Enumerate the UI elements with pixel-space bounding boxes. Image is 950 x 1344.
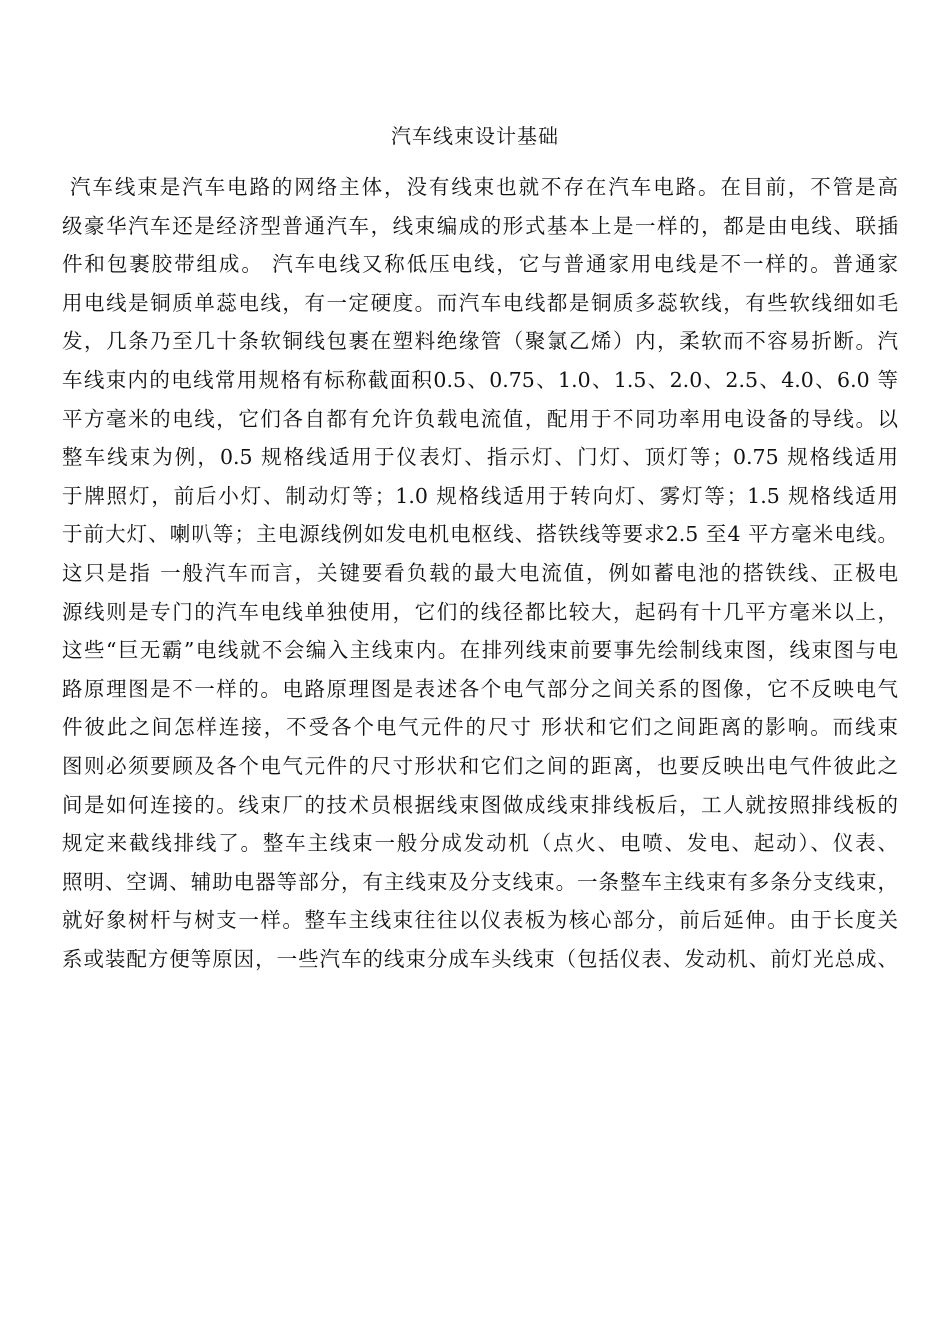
body-line: 汽车线束是汽车电路的网络主体，没有线束也就不存在汽车电路。在目前，不管是高: [70, 175, 898, 199]
body-line: 级豪华汽车还是经济型普通汽车，线束编成的形式基本上是一样的，都是由电线、联插: [62, 213, 898, 238]
body-line: 图则必须要顾及各个电气元件的尺寸形状和它们之间的距离，也要反映出电气件彼此之: [62, 753, 898, 778]
body-line: 路原理图是不一样的。电路原理图是表述各个电气部分之间关系的图像，它不反映电气: [62, 676, 898, 701]
body-line: 这些“巨无霸”电线就不会编入主线束内。在排列线束前要事先绘制线束图，线束图与电: [62, 638, 898, 663]
body-line: 车线束内的电线常用规格有标称截面积0.5、0.75、1.0、1.5、2.0、2.5、4.0、6.0 等: [62, 367, 898, 392]
body-line: 于前大灯、喇叭等；主电源线例如发电机电枢线、搭铁线等要求2.5 至4 平方毫米电线。: [62, 522, 898, 547]
body-line: 间是如何连接的。线束厂的技术员根据线束图做成线束排线板后，工人就按照排线板的: [62, 792, 898, 817]
body-line: 发，几条乃至几十条软铜线包裹在塑料绝缘管（聚氯乙烯）内，柔软而不容易折断。汽: [62, 329, 898, 354]
body-line: 平方毫米的电线，它们各自都有允许负载电流值，配用于不同功率用电设备的导线。以: [62, 406, 898, 431]
body-line: 于牌照灯，前后小灯、制动灯等；1.0 规格线适用于转向灯、雾灯等；1.5 规格线适用: [62, 483, 898, 508]
document-body: [62, 168, 898, 978]
body-line: 就好象树杆与树支一样。整车主线束往往以仪表板为核心部分，前后延伸。由于长度关: [62, 908, 898, 933]
body-line: 照明、空调、辅助电器等部分，有主线束及分支线束。一条整车主线束有多条分支线束，: [62, 869, 898, 894]
body-line: 整车线束为例，0.5 规格线适用于仪表灯、指示灯、门灯、顶灯等；0.75 规格线适用: [62, 445, 898, 470]
body-line: 规定来截线排线了。整车主线束一般分成发动机（点火、电喷、发电、起动）、仪表、: [62, 831, 898, 856]
body-line: 件彼此之间怎样连接，不受各个电气元件的尺寸 形状和它们之间距离的影响。而线束: [62, 715, 898, 740]
body-line: 用电线是铜质单蕊电线，有一定硬度。而汽车电线都是铜质多蕊软线，有些软线细如毛: [62, 290, 898, 315]
body-line: 源线则是专门的汽车电线单独使用，它们的线径都比较大，起码有十几平方毫米以上，: [62, 599, 898, 624]
body-line: 系或装配方便等原因，一些汽车的线束分成车头线束（包括仪表、发动机、前灯光总成、: [62, 946, 898, 971]
document-title: 汽车线束设计基础: [391, 124, 559, 148]
body-line: 这只是指 一般汽车而言，关键要看负载的最大电流值，例如蓄电池的搭铁线、正极电: [62, 560, 898, 585]
body-line: 件和包裹胶带组成。 汽车电线又称低压电线，它与普通家用电线是不一样的。普通家: [62, 252, 898, 277]
